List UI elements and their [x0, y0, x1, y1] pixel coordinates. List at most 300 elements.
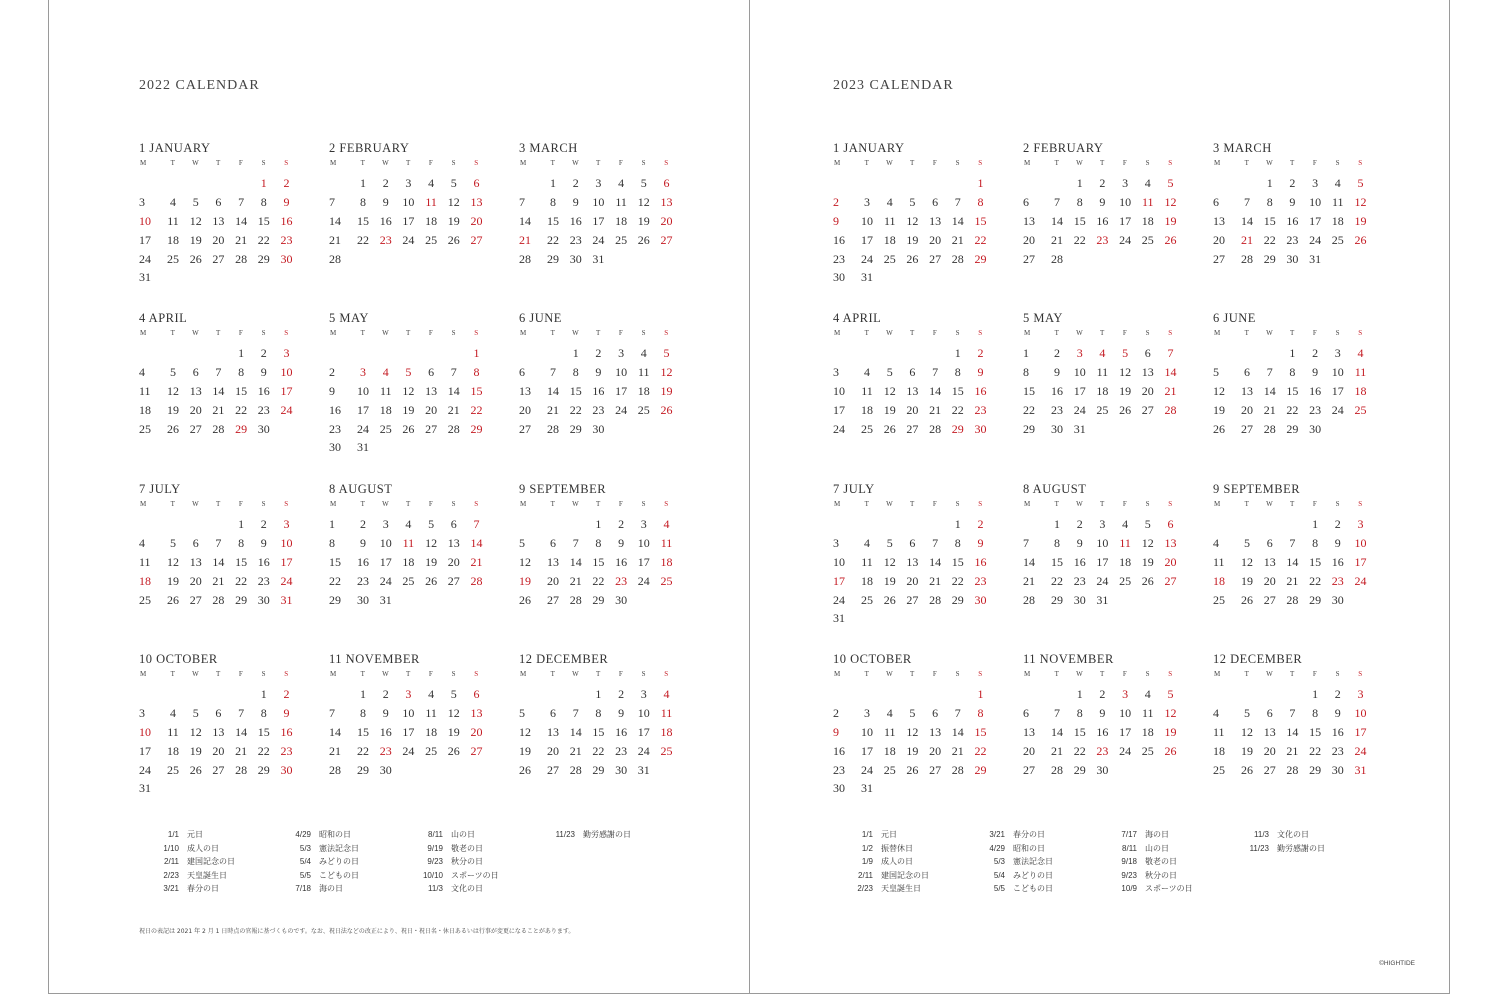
holiday-date: 1	[260, 176, 267, 190]
weekday-label: S	[1358, 329, 1363, 337]
holiday-date: 13	[660, 194, 673, 209]
date-cell: 7	[932, 364, 939, 379]
date-cell: 14	[569, 724, 582, 739]
date-cell: 30	[329, 440, 341, 455]
date-cell: 4	[428, 687, 435, 701]
holiday-date: 9	[833, 213, 839, 228]
date-cell: 24	[637, 743, 650, 758]
month-name: 9 SEPTEMBER	[519, 482, 607, 496]
holiday-date: 23	[615, 573, 628, 588]
holiday-date: 2	[283, 687, 290, 701]
date-cell: 25	[425, 743, 438, 758]
holiday-date: 17	[833, 573, 845, 588]
holiday-date: 24	[280, 573, 293, 588]
date-cell: 28	[329, 762, 341, 777]
holiday-date: 9	[977, 364, 984, 379]
empty-cell	[230, 685, 253, 704]
date-cell: 1	[360, 687, 367, 701]
holiday-date: 25	[1354, 402, 1367, 417]
holiday-name: 勤労感謝の日	[1277, 843, 1325, 853]
weekday-label: S	[1335, 500, 1340, 508]
holiday-date: 29	[951, 421, 964, 436]
date-cell: 27	[189, 592, 202, 607]
month-block	[833, 651, 993, 798]
holiday-date: 31	[1354, 762, 1367, 777]
date-cell: 20	[906, 573, 919, 588]
date-cell: 12	[1241, 724, 1254, 739]
holiday-date: 12	[660, 364, 673, 379]
empty-cell	[329, 344, 352, 363]
date-cell: 14	[447, 383, 460, 398]
weekday-label: S	[284, 670, 289, 678]
date-cell: 10	[861, 724, 874, 739]
date-cell: 31	[592, 251, 605, 266]
holiday-item	[833, 869, 965, 883]
weekday-label: S	[1168, 329, 1173, 337]
date-cell: 4	[886, 705, 893, 720]
date-cell: 25	[167, 251, 180, 266]
date-cell: 3	[640, 517, 647, 531]
year-title: 2022 CALENDAR	[139, 78, 260, 93]
date-cell: 2	[1099, 687, 1106, 701]
date-cell: 18	[1141, 213, 1154, 228]
holiday-item	[1097, 869, 1229, 883]
date-cell: 24	[1096, 573, 1109, 588]
empty-cell	[1236, 344, 1259, 363]
date-cell: 23	[1073, 573, 1086, 588]
weekday-label: M	[140, 500, 147, 508]
holiday-name: 海の日	[319, 884, 343, 893]
empty-cell	[564, 685, 587, 704]
weekday-label: T	[550, 329, 556, 337]
date-cell: 14	[1051, 213, 1064, 228]
date-cell: 3	[139, 194, 145, 209]
date-cell: 28	[1023, 592, 1035, 607]
date-cell: 6	[909, 364, 916, 379]
date-cell: 25	[883, 762, 896, 777]
date-cell: 19	[189, 743, 202, 758]
holiday-column	[965, 828, 1097, 896]
date-cell: 4	[1213, 535, 1219, 550]
date-cell: 19	[637, 213, 650, 228]
date-cell: 14	[212, 383, 225, 398]
weekday-label: S	[451, 500, 456, 508]
date-cell: 7	[215, 364, 222, 379]
date-cell: 3	[1099, 517, 1106, 531]
date-cell: 18	[883, 743, 896, 758]
holiday-date: 27	[470, 232, 483, 247]
date-cell: 2	[1334, 687, 1341, 701]
date-cell: 12	[425, 535, 438, 550]
date-cell: 28	[519, 251, 531, 266]
day-grid	[833, 685, 993, 798]
date-cell: 12	[402, 383, 415, 398]
date-cell: 30	[1096, 762, 1109, 777]
date-cell: 10	[1119, 194, 1132, 209]
holiday-date: 17	[1354, 554, 1367, 569]
holiday-date-label: 7/17	[1121, 830, 1137, 839]
holiday-item	[1229, 842, 1361, 856]
date-cell: 25	[1141, 743, 1154, 758]
holiday-date: 6	[1167, 517, 1174, 531]
date-cell: 31	[139, 781, 151, 796]
empty-cell	[833, 174, 856, 193]
holiday-date-label: 11/23	[555, 830, 575, 839]
holiday-date: 5	[405, 364, 412, 379]
weekday-label: S	[474, 329, 479, 337]
date-cell: 28	[1051, 762, 1064, 777]
date-cell: 4	[864, 364, 871, 379]
date-cell: 11	[139, 383, 151, 398]
date-cell: 17	[379, 554, 392, 569]
weekday-label: M	[1024, 500, 1031, 508]
date-cell: 2	[618, 517, 625, 531]
month-block	[519, 481, 679, 609]
date-cell: 12	[883, 554, 896, 569]
weekday-label: F	[618, 159, 624, 167]
date-cell: 27	[1263, 592, 1276, 607]
weekday-label: S	[978, 670, 983, 678]
date-cell: 10	[402, 194, 415, 209]
date-cell: 24	[402, 232, 415, 247]
date-cell: 8	[1289, 364, 1296, 379]
date-cell: 16	[1073, 554, 1086, 569]
date-cell: 6	[1244, 364, 1251, 379]
date-cell: 11	[883, 724, 896, 739]
holiday-date-label: 4/29	[295, 830, 311, 839]
day-grid	[833, 515, 993, 628]
date-cell: 1	[1289, 346, 1296, 360]
date-cell: 7	[238, 194, 245, 209]
date-cell: 1	[238, 517, 245, 531]
date-cell: 23	[1051, 402, 1064, 417]
date-cell: 5	[519, 535, 525, 550]
date-cell: 4	[886, 194, 893, 209]
date-cell: 29	[1309, 762, 1322, 777]
holiday-name: 勤労感謝の日	[583, 830, 631, 839]
holiday-name: みどりの日	[1013, 870, 1053, 880]
date-cell: 14	[329, 724, 341, 739]
date-cell: 1	[1076, 176, 1083, 190]
date-cell: 21	[212, 402, 225, 417]
holiday-date: 16	[974, 554, 987, 569]
holiday-date: 6	[663, 176, 670, 190]
date-cell: 9	[618, 535, 625, 550]
day-grid	[1023, 344, 1183, 438]
month-name: 5 MAY	[1023, 311, 1063, 325]
date-cell: 15	[592, 724, 605, 739]
empty-cell	[1023, 685, 1046, 704]
holiday-date: 2	[977, 346, 984, 360]
holiday-date: 22	[974, 743, 987, 758]
weekday-label: T	[1290, 500, 1295, 508]
date-cell: 11	[883, 213, 896, 228]
date-cell: 31	[861, 270, 874, 285]
empty-cell	[1236, 685, 1259, 704]
date-cell: 12	[1119, 364, 1132, 379]
month-block	[139, 651, 299, 798]
date-cell: 16	[833, 743, 845, 758]
weekday-label: M	[520, 670, 527, 678]
holiday-date: 17	[280, 383, 293, 398]
date-cell: 20	[447, 554, 460, 569]
holiday-date: 22	[470, 402, 483, 417]
weekday-header	[329, 156, 489, 170]
date-cell: 12	[189, 213, 202, 228]
date-cell: 13	[906, 554, 919, 569]
date-cell: 9	[329, 383, 335, 398]
holiday-date: 23	[1096, 232, 1109, 247]
empty-cell	[901, 174, 924, 193]
date-cell: 13	[1141, 364, 1154, 379]
month-name: 3 MARCH	[519, 141, 578, 155]
date-cell: 23	[615, 743, 628, 758]
holiday-date: 24	[1354, 573, 1367, 588]
date-cell: 13	[189, 383, 202, 398]
weekday-label: T	[596, 670, 601, 678]
date-cell: 6	[932, 194, 939, 209]
holiday-name: みどりの日	[319, 857, 359, 866]
date-cell: 2	[260, 517, 267, 531]
weekday-label: S	[664, 159, 669, 167]
month-name: 9 SEPTEMBER	[1213, 482, 1301, 496]
date-cell: 6	[192, 535, 199, 550]
date-cell: 6	[215, 194, 222, 209]
holiday-date-label: 2/11	[858, 870, 873, 880]
date-cell: 12	[1213, 383, 1225, 398]
holiday-date-label: 2/23	[163, 870, 179, 880]
holiday-date: 2	[833, 194, 839, 209]
empty-cell	[924, 344, 947, 363]
weekday-label: S	[955, 329, 960, 337]
date-cell: 1	[1266, 176, 1273, 190]
date-cell: 23	[329, 421, 341, 436]
weekday-label: T	[216, 159, 221, 167]
holiday-date: 6	[473, 176, 480, 190]
day-grid	[329, 174, 489, 268]
date-cell: 28	[1241, 251, 1254, 266]
date-cell: 27	[906, 421, 919, 436]
holiday-item	[271, 869, 403, 883]
date-cell: 21	[1263, 402, 1276, 417]
weekday-label: T	[360, 329, 366, 337]
date-cell: 10	[861, 213, 874, 228]
date-cell: 28	[235, 762, 248, 777]
weekday-label: M	[834, 500, 841, 508]
empty-cell	[856, 515, 879, 534]
weekday-label: S	[978, 159, 983, 167]
date-cell: 4	[428, 176, 435, 190]
date-cell: 17	[139, 232, 151, 247]
date-cell: 1	[954, 346, 961, 360]
date-cell: 1	[1312, 517, 1319, 531]
weekday-label: W	[382, 500, 390, 508]
holiday-item	[271, 855, 403, 869]
date-cell: 7	[954, 705, 961, 720]
date-cell: 16	[1286, 213, 1299, 228]
date-cell: 20	[906, 402, 919, 417]
month-block	[1213, 481, 1373, 609]
date-cell: 26	[425, 573, 438, 588]
date-cell: 21	[235, 743, 248, 758]
day-grid	[1213, 515, 1373, 609]
day-grid	[519, 344, 679, 438]
date-cell: 11	[1332, 194, 1344, 209]
date-cell: 11	[167, 724, 179, 739]
date-cell: 23	[833, 762, 845, 777]
date-cell: 17	[861, 232, 874, 247]
date-cell: 11	[1213, 554, 1225, 569]
holiday-date-label: 7/18	[295, 884, 311, 893]
holiday-date: 17	[1354, 724, 1367, 739]
holiday-date-label: 9/18	[1121, 857, 1137, 866]
empty-cell	[1281, 515, 1304, 534]
holiday-date: 19	[1164, 724, 1177, 739]
holiday-date: 4	[663, 517, 670, 531]
date-cell: 27	[929, 762, 942, 777]
holiday-name: 振替休日	[881, 843, 913, 853]
date-cell: 15	[257, 724, 270, 739]
weekday-header	[1213, 667, 1373, 681]
holiday-date: 7	[473, 517, 480, 531]
date-cell: 26	[883, 421, 896, 436]
holiday-name: こどもの日	[1013, 884, 1053, 893]
holiday-date: 21	[1164, 383, 1177, 398]
empty-cell	[162, 344, 185, 363]
empty-cell	[162, 685, 185, 704]
holiday-date: 29	[235, 421, 248, 436]
date-cell: 14	[1286, 724, 1299, 739]
date-cell: 9	[260, 364, 267, 379]
date-cell: 17	[402, 213, 415, 228]
weekday-label: W	[192, 159, 200, 167]
date-cell: 20	[189, 573, 202, 588]
date-cell: 4	[170, 194, 177, 209]
date-cell: 13	[906, 383, 919, 398]
date-cell: 26	[906, 251, 919, 266]
date-cell: 24	[402, 743, 415, 758]
holiday-item	[1097, 842, 1229, 856]
date-cell: 16	[1309, 383, 1322, 398]
weekday-label: F	[238, 329, 244, 337]
weekday-label: M	[140, 159, 147, 167]
date-cell: 11	[638, 364, 650, 379]
holiday-item	[139, 855, 271, 869]
weekday-label: F	[428, 500, 434, 508]
date-cell: 10	[637, 705, 650, 720]
weekday-label: S	[474, 500, 479, 508]
date-cell: 11	[861, 554, 873, 569]
weekday-label: T	[170, 670, 176, 678]
empty-cell	[519, 685, 542, 704]
date-cell: 5	[192, 194, 199, 209]
empty-cell	[162, 174, 185, 193]
date-cell: 20	[1241, 402, 1254, 417]
weekday-label: T	[1054, 329, 1060, 337]
weekday-label: S	[1145, 159, 1150, 167]
date-cell: 29	[1286, 421, 1299, 436]
empty-cell	[519, 515, 542, 534]
date-cell: 26	[167, 592, 180, 607]
date-cell: 1	[595, 687, 602, 701]
date-cell: 25	[1213, 762, 1225, 777]
weekday-label: S	[284, 159, 289, 167]
date-cell: 8	[1312, 535, 1319, 550]
date-cell: 22	[357, 743, 370, 758]
date-cell: 9	[1099, 705, 1106, 720]
date-cell: 9	[382, 194, 389, 209]
day-grid	[329, 685, 489, 779]
date-cell: 19	[906, 232, 919, 247]
holiday-date: 23	[280, 232, 293, 247]
date-cell: 12	[519, 724, 531, 739]
date-cell: 27	[547, 592, 560, 607]
date-cell: 26	[447, 743, 460, 758]
date-cell: 3	[864, 194, 871, 209]
date-cell: 8	[260, 705, 267, 720]
weekday-label: S	[978, 500, 983, 508]
date-cell: 22	[257, 743, 270, 758]
holiday-date: 27	[1164, 573, 1177, 588]
date-cell: 4	[139, 364, 145, 379]
holiday-date: 5	[1167, 176, 1174, 190]
holiday-date-label: 9/23	[427, 857, 443, 866]
date-cell: 31	[1073, 421, 1086, 436]
date-cell: 30	[592, 421, 605, 436]
empty-cell	[1213, 344, 1236, 363]
page-2022	[49, 0, 749, 994]
holiday-date: 1	[473, 346, 480, 360]
date-cell: 7	[329, 705, 335, 720]
holiday-column	[139, 828, 271, 896]
date-cell: 5	[450, 176, 457, 190]
month-block	[1213, 310, 1373, 438]
date-cell: 14	[929, 383, 942, 398]
date-cell: 14	[951, 213, 964, 228]
date-cell: 7	[1023, 535, 1029, 550]
empty-cell	[184, 344, 207, 363]
date-cell: 28	[212, 592, 225, 607]
date-cell: 22	[235, 402, 248, 417]
date-cell: 8	[595, 535, 602, 550]
empty-cell	[878, 685, 901, 704]
holiday-date: 30	[974, 592, 987, 607]
date-cell: 20	[1023, 743, 1035, 758]
date-cell: 14	[1241, 213, 1254, 228]
holiday-column	[403, 828, 535, 896]
date-cell: 22	[329, 573, 341, 588]
month-name: 6 JUNE	[519, 311, 562, 325]
date-cell: 7	[572, 705, 579, 720]
date-cell: 29	[357, 762, 370, 777]
weekday-label: T	[550, 159, 556, 167]
date-cell: 2	[1289, 176, 1296, 190]
weekday-label: S	[664, 500, 669, 508]
empty-cell	[833, 685, 856, 704]
date-cell: 19	[189, 232, 202, 247]
date-cell: 14	[547, 383, 560, 398]
holiday-list	[139, 828, 667, 896]
holiday-date: 19	[519, 573, 531, 588]
holiday-date: 21	[1241, 232, 1254, 247]
holiday-date: 11	[660, 535, 673, 550]
holiday-item	[139, 869, 271, 883]
holiday-date: 27	[470, 743, 483, 758]
holiday-date: 16	[280, 724, 293, 739]
date-cell: 28	[929, 421, 942, 436]
holiday-date-label: 1/10	[163, 843, 179, 853]
day-grid	[833, 344, 993, 438]
